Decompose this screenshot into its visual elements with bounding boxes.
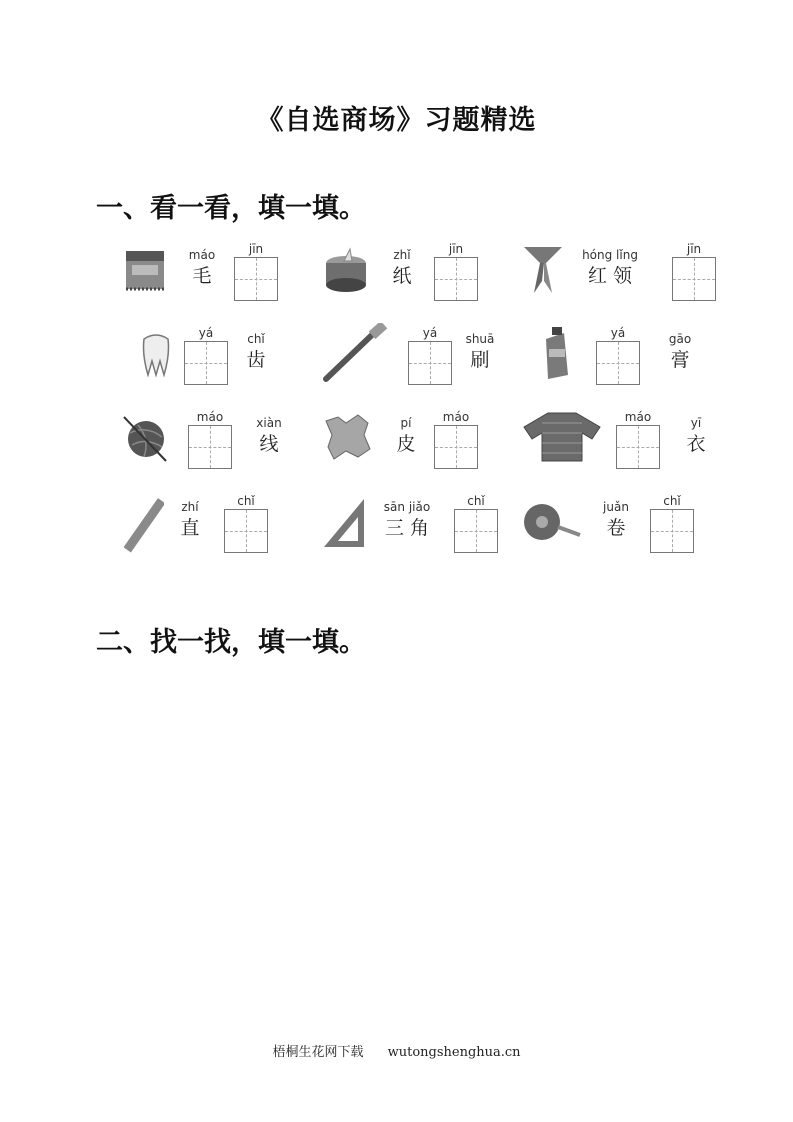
word-shua: shuā 刷 bbox=[465, 332, 495, 371]
writing-box[interactable]: yá bbox=[408, 341, 452, 385]
exercise-item-ruler bbox=[120, 487, 300, 561]
tape-measure-icon bbox=[520, 497, 582, 547]
section-2-heading: 二、找一找，填一填。 bbox=[96, 627, 366, 658]
exercise-item-toothbrush bbox=[320, 319, 510, 389]
exercise-item-towel bbox=[120, 235, 290, 305]
exercise-item-set-square bbox=[320, 487, 510, 561]
exercise-item-sweater bbox=[520, 403, 750, 473]
exercise-item-yarn bbox=[120, 403, 310, 473]
writing-box[interactable]: jīn bbox=[434, 257, 478, 301]
tooth-icon bbox=[140, 331, 172, 379]
exercise-item-hide bbox=[320, 403, 510, 473]
word-juan: juǎn 卷 bbox=[603, 500, 629, 539]
word-san-jiao: sān jiǎo 三 角 bbox=[383, 500, 431, 539]
exercise-item-tissue bbox=[320, 235, 500, 305]
footer bbox=[0, 1041, 793, 1060]
writing-box[interactable]: jīn bbox=[234, 257, 278, 301]
word-yi: yī 衣 bbox=[686, 416, 706, 455]
red-scarf-icon bbox=[520, 241, 566, 297]
page-title: 《自选商场》习题精选 bbox=[256, 105, 537, 136]
exercise-item-tape-measure bbox=[520, 487, 750, 561]
writing-box[interactable]: máo bbox=[616, 425, 660, 469]
footer-site-url[interactable]: wutongshenghua.cn bbox=[387, 1045, 521, 1060]
word-chi: chǐ 齿 bbox=[246, 332, 266, 371]
writing-box[interactable]: chǐ bbox=[224, 509, 268, 553]
word-zhi-straight: zhí 直 bbox=[180, 500, 200, 539]
tissue-box-icon bbox=[320, 245, 372, 295]
word-pi: pí 皮 bbox=[396, 416, 416, 455]
word-zhi: zhǐ 纸 bbox=[392, 248, 412, 287]
ruler-icon bbox=[124, 497, 164, 553]
writing-box[interactable]: chǐ bbox=[454, 509, 498, 553]
exercise-item-toothpaste bbox=[540, 319, 720, 389]
writing-box[interactable]: máo bbox=[434, 425, 478, 469]
exercise-item-tooth bbox=[140, 319, 310, 389]
exercise-item-red-scarf bbox=[520, 235, 750, 305]
exercise-grid bbox=[110, 235, 750, 565]
toothpaste-icon bbox=[540, 325, 574, 381]
footer-site-name: 梧桐生花网下载 bbox=[272, 1045, 364, 1060]
animal-hide-icon bbox=[320, 411, 374, 463]
writing-box[interactable]: chǐ bbox=[650, 509, 694, 553]
writing-box[interactable]: máo bbox=[188, 425, 232, 469]
writing-box[interactable]: yá bbox=[184, 341, 228, 385]
toothbrush-icon bbox=[320, 323, 390, 385]
sweater-icon bbox=[520, 409, 604, 465]
word-gao: gāo 膏 bbox=[668, 332, 692, 371]
writing-box[interactable]: jīn bbox=[672, 257, 716, 301]
section-1-heading: 一、看一看，填一填。 bbox=[96, 193, 366, 224]
writing-box[interactable]: yá bbox=[596, 341, 640, 385]
towel-icon bbox=[120, 245, 170, 295]
word-hong-ling: hóng lǐng 红 领 bbox=[582, 248, 638, 287]
yarn-ball-icon bbox=[120, 411, 172, 463]
set-square-icon bbox=[320, 495, 370, 549]
word-xian: xiàn 线 bbox=[256, 416, 282, 455]
word-mao: máo 毛 bbox=[188, 248, 216, 287]
